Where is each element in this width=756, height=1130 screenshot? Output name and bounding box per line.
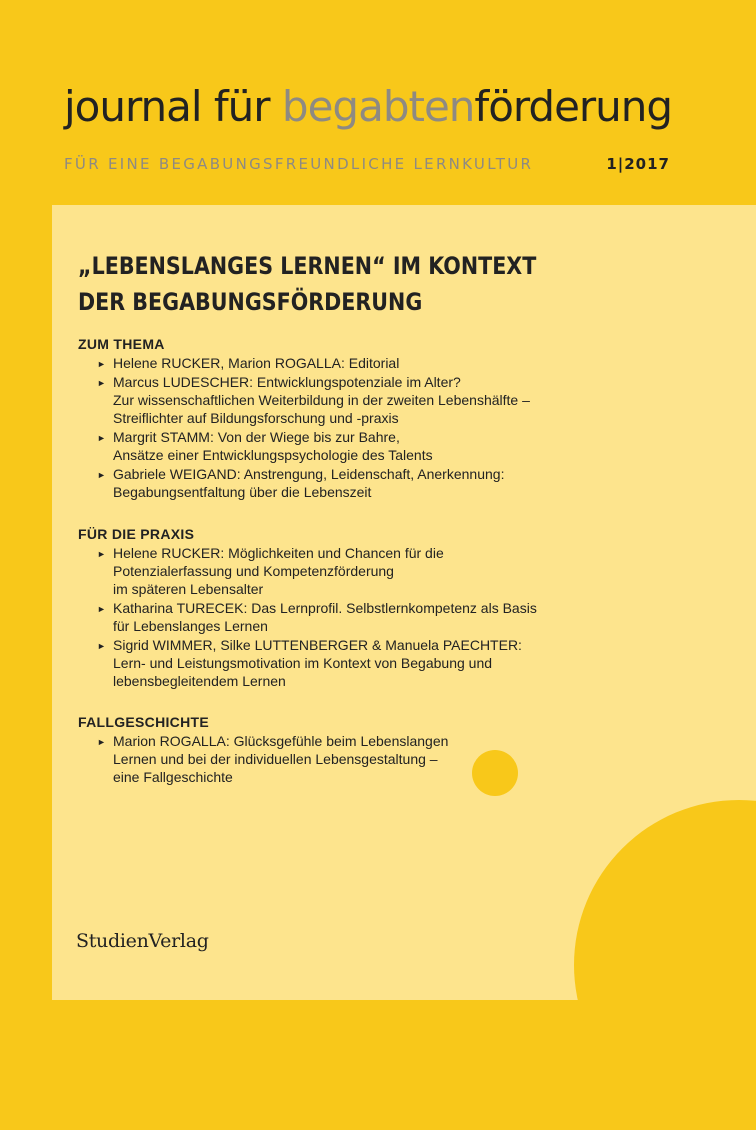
section-title: ZUM THEMA [78,336,165,352]
section-fuer-die-praxis [78,526,537,691]
article-text-line: eine Fallgeschichte [113,769,233,785]
article-text-line: Helene RUCKER: Möglichkeiten und Chancen für die [113,545,444,561]
article-text-line: lebensbegleitendem Lernen [113,673,286,689]
article-text-line: Lernen und bei der individuellen Lebensgestaltung – [113,751,438,767]
article-item [78,465,530,501]
decorative-circle-small [472,750,518,796]
article-text-line: Gabriele WEIGAND: Anstrengung, Leidenschaft, Anerkennung: [113,466,505,482]
article-text-line: Margrit STAMM: Von der Wiege bis zur Bahre, [113,429,400,445]
article-item [78,544,537,598]
journal-subtitle: FÜR EINE BEGABUNGSFREUNDLICHE LERNKULTUR [64,155,534,173]
article-text-line: Zur wissenschaftlichen Weiterbildung in der zweiten Lebenshälfte – [113,392,530,408]
article-text-line: Katharina TURECEK: Das Lernprofil. Selbstlernkompetenz als Basis [113,600,537,616]
triangle-bullet-icon: ► [97,604,106,614]
article-text-line: für Lebenslanges Lernen [113,618,268,634]
section-title: FALLGESCHICHTE [78,714,209,730]
article-item [78,428,530,464]
section-zum-thema [78,336,530,502]
article-text-line: Begabungsentfaltung über die Lebenszeit [113,484,372,500]
article-text-line: Marcus LUDESCHER: Entwicklungspotenziale im Alter? [113,374,461,390]
article-list [78,354,530,501]
headline-line-2: DER BEGABUNGSFÖRDERUNG [78,288,423,316]
triangle-bullet-icon: ► [97,359,106,369]
article-item [78,732,448,786]
article-item [78,636,537,690]
article-item [78,373,530,427]
section-fallgeschichte [78,714,448,787]
triangle-bullet-icon: ► [97,641,106,651]
journal-title-part1: journal für [64,82,282,131]
triangle-bullet-icon: ► [97,737,106,747]
triangle-bullet-icon: ► [97,549,106,559]
article-text-line: Sigrid WIMMER, Silke LUTTENBERGER & Manuela PAECHTER: [113,637,522,653]
article-list [78,732,448,786]
article-item [78,599,537,635]
article-text-line: Marion ROGALLA: Glücksgefühle beim Lebenslangen [113,733,449,749]
section-title: FÜR DIE PRAXIS [78,526,195,542]
article-text-line: Helene RUCKER, Marion ROGALLA: Editorial [113,355,400,371]
triangle-bullet-icon: ► [97,433,106,443]
triangle-bullet-icon: ► [97,378,106,388]
headline-line-1: „LEBENSLANGES LERNEN“ IM KONTEXT [78,252,537,280]
article-item [78,354,530,372]
article-list [78,544,537,690]
article-text-line: Ansätze einer Entwicklungspsychologie des Talents [113,447,433,463]
article-text-line: Streiflichter auf Bildungsforschung und -praxis [113,410,399,426]
journal-title [64,82,672,131]
journal-title-part3: förderung [474,82,673,131]
article-text-line: Lern- und Leistungsmotivation im Kontext von Begabung und [113,655,493,671]
issue-headline [78,248,536,320]
article-text-line: im späteren Lebensalter [113,581,264,597]
issue-number: 1|2017 [606,155,670,173]
journal-title-part2: begabten [281,82,475,131]
triangle-bullet-icon: ► [97,470,106,480]
publisher-logo: StudienVerlag [76,930,209,952]
article-text-line: Potenzialerfassung und Kompetenzförderung [113,563,394,579]
